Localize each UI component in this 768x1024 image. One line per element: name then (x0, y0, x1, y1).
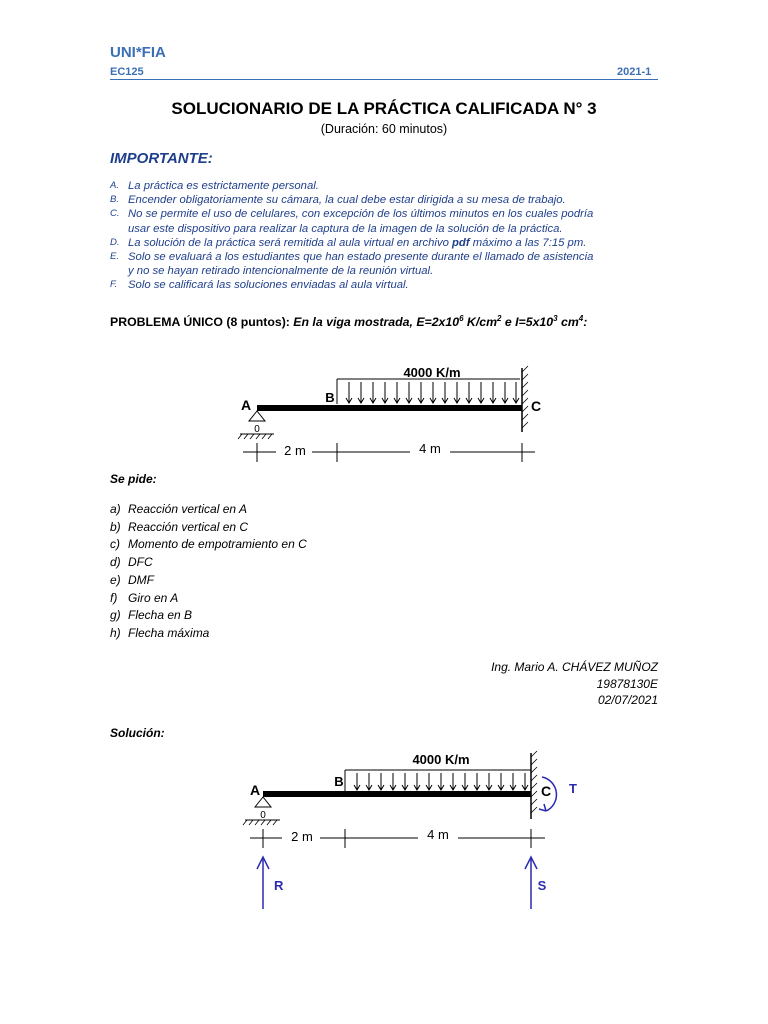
note-item (110, 179, 670, 193)
request-item (110, 554, 307, 572)
note-text: usar este dispositivo para realizar la captura de la imagen de la solución de la práctica. (128, 222, 563, 235)
important-heading: IMPORTANTE: (110, 150, 213, 167)
point-c-label: C (540, 783, 552, 799)
span-ab-label: 2 m (291, 829, 313, 844)
request-item (110, 519, 307, 537)
request-item (110, 607, 307, 625)
note-text: La práctica es estrictamente personal. (128, 180, 319, 192)
requests-list (110, 501, 307, 643)
problem-text-part: cm (557, 315, 579, 329)
request-item (110, 572, 307, 590)
request-text: DMF (128, 572, 154, 587)
request-text: Reacción vertical en A (128, 502, 247, 516)
exponent: 4 (578, 313, 584, 323)
request-text: Momento de empotramiento en C (128, 537, 307, 552)
request-item (110, 501, 307, 519)
note-item (110, 250, 670, 278)
note-text: Encender obligatoriamente su cámara, la cual debe estar dirigida a su mesa de trabajo. (128, 194, 566, 207)
fixed-support-hatch (531, 751, 537, 813)
note-item (110, 236, 670, 250)
note-item (110, 207, 670, 235)
note-letter: A. (110, 180, 119, 191)
note-item (110, 193, 670, 207)
request-letter: c) (110, 537, 120, 552)
signature-block (491, 659, 658, 709)
moment-label: T (569, 781, 577, 796)
request-text: Reacción vertical en C (128, 519, 249, 534)
note-text: La solución de la práctica será remitida al aula virtual en archivo (128, 236, 453, 249)
problem-label: PROBLEMA ÚNICO (8 puntos): (110, 315, 290, 329)
exponent: 6 (459, 313, 464, 323)
note-text: No se permite el uso de celulares, con excepción de los últimos minutos en los cuales podría (128, 208, 594, 221)
fixed-support-hatch (522, 366, 528, 428)
reaction-c-label: S (537, 878, 547, 893)
point-a-label: A (240, 397, 252, 413)
solution-diagram (230, 745, 590, 915)
problem-text-part: e I=5x10 (501, 315, 554, 329)
course-code: EC125 (110, 66, 144, 78)
important-list (110, 179, 670, 293)
signature-code: 19878130E (596, 676, 658, 691)
page-subtitle: (Duración: 60 minutos) (320, 122, 448, 136)
semester: 2021-1 (617, 66, 652, 78)
load-arrows (346, 382, 519, 403)
header-divider (110, 79, 658, 80)
pin-support (255, 797, 271, 807)
note-text: y no se hayan retirado intencionalmente de la reunión virtual. (128, 265, 434, 278)
note-text: Solo se evaluará a los estudiantes que han estado presente durante el llamado de asistencia (128, 251, 594, 264)
span-ab-label: 2 m (284, 443, 306, 458)
request-item (110, 536, 307, 554)
note-letter: E. (110, 251, 119, 263)
note-item (110, 278, 670, 292)
moment-arrowhead (539, 804, 546, 811)
request-letter: b) (110, 519, 121, 534)
note-text-bold: pdf (452, 236, 470, 249)
request-text: Giro en A (128, 590, 179, 605)
request-letter: h) (110, 625, 121, 640)
point-b-label: B (334, 774, 344, 789)
problem-text-part: K/cm (463, 315, 498, 329)
point-c-label: C (530, 398, 542, 414)
note-text: Solo se calificará las soluciones enviadas al aula virtual. (128, 279, 409, 292)
request-letter: d) (110, 555, 121, 570)
request-text: Flecha máxima (128, 625, 210, 640)
note-text: máximo a las 7:15 pm. (469, 236, 587, 249)
request-letter: e) (110, 572, 121, 587)
roller-symbol: 0 (254, 424, 260, 435)
beam (263, 791, 531, 797)
load-arrows (354, 773, 528, 790)
point-a-label: A (249, 782, 261, 798)
signature-date: 02/07/2021 (597, 693, 658, 707)
point-b-label: B (325, 390, 335, 405)
signature-name: Ing. Mario A. CHÁVEZ MUÑOZ (491, 660, 658, 674)
note-letter: C. (110, 208, 120, 220)
reaction-a-label: R (274, 878, 284, 893)
request-item (110, 625, 307, 643)
problem-text (290, 315, 587, 329)
load-label: 4000 K/m (412, 752, 470, 767)
note-letter: B. (110, 194, 119, 206)
problem-text-part: : (583, 315, 588, 329)
request-text: Flecha en B (128, 608, 193, 623)
beam-diagram (230, 360, 550, 470)
exponent: 3 (553, 313, 558, 323)
beam (257, 405, 522, 411)
span-bc-label: 4 m (427, 827, 449, 842)
span-bc-label: 4 m (419, 441, 441, 456)
request-letter: a) (110, 502, 121, 516)
note-letter: F. (110, 279, 118, 291)
problem-text-part: En la viga mostrada, E=2x10 (289, 315, 460, 329)
requests-heading: Se pide: (110, 472, 157, 486)
roller-symbol: 0 (260, 810, 266, 821)
request-text: DFC (128, 555, 153, 570)
request-letter: f) (110, 590, 118, 605)
exponent: 2 (497, 313, 502, 323)
note-letter: D. (110, 236, 120, 248)
problem-statement (110, 315, 587, 329)
load-label: 4000 K/m (403, 365, 461, 380)
solution-heading: Solución: (110, 726, 165, 740)
pin-support (249, 411, 265, 421)
request-item (110, 590, 307, 608)
page-title: SOLUCIONARIO DE LA PRÁCTICA CALIFICADA N° 3 (171, 99, 597, 118)
request-letter: g) (110, 608, 121, 623)
header-brand: UNI*FIA (110, 44, 166, 61)
